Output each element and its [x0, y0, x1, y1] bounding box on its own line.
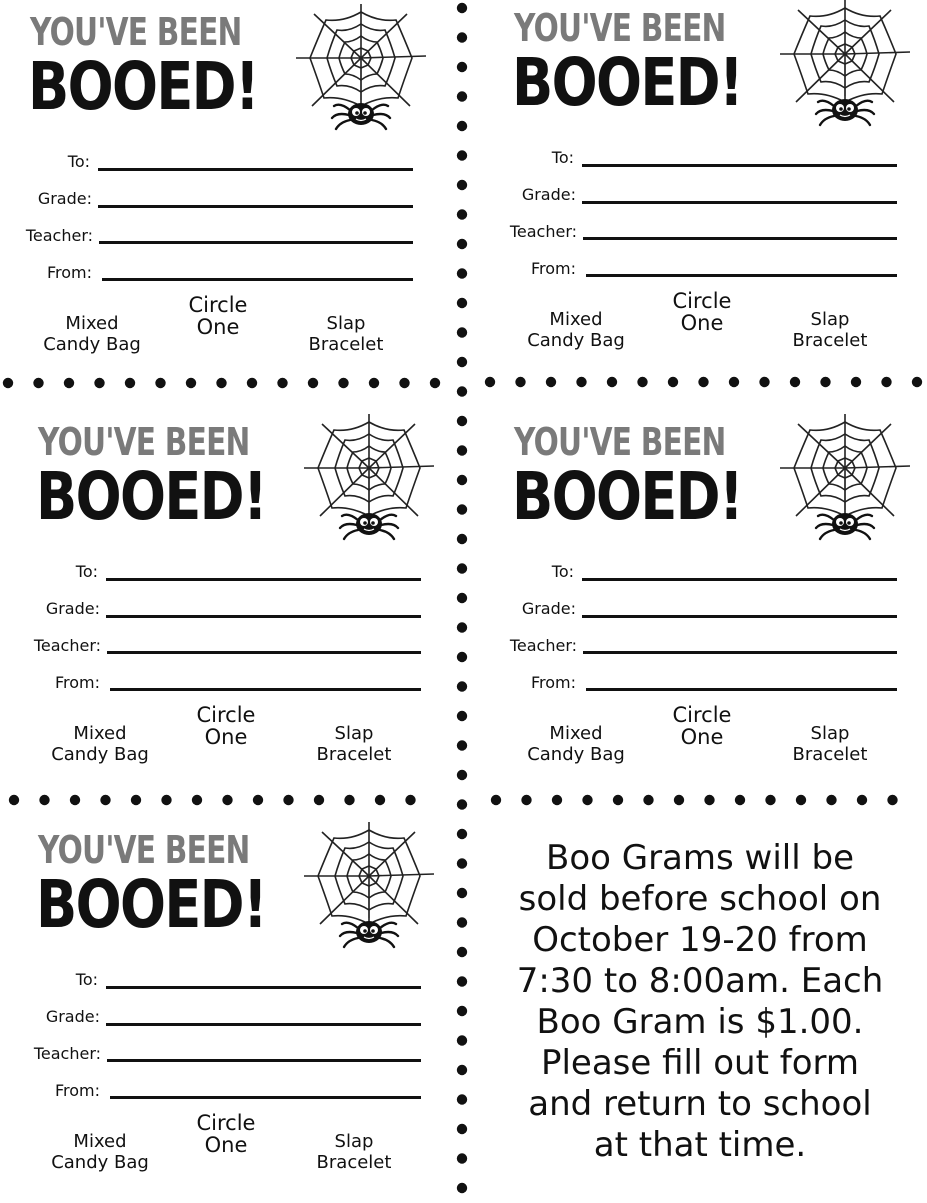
- cut-dot: [582, 795, 592, 805]
- cut-dot: [457, 32, 467, 42]
- cut-dot: [457, 1035, 467, 1045]
- cut-dot: [253, 795, 263, 805]
- label-teacher: Teacher:: [509, 636, 577, 655]
- title-youve-been: YOU'VE BEEN: [514, 6, 726, 50]
- cut-dot: [457, 416, 467, 426]
- cut-dot: [457, 268, 467, 278]
- circle-one-instruction: Circle One: [196, 1111, 256, 1157]
- circle-one-instruction: Circle One: [196, 703, 256, 749]
- title-youve-been: YOU'VE BEEN: [30, 10, 242, 54]
- boo-gram-card-3: [8, 410, 438, 795]
- cut-dot: [643, 795, 653, 805]
- cut-dot: [283, 795, 293, 805]
- cut-dot: [613, 795, 623, 805]
- cut-dot: [457, 593, 467, 603]
- grade-line[interactable]: [106, 615, 421, 618]
- cut-dot: [457, 917, 467, 927]
- title-booed: BOOED!: [512, 458, 743, 535]
- cut-dot: [457, 1124, 467, 1134]
- boo-gram-card-2: [484, 0, 914, 381]
- option-slap-bracelet[interactable]: [780, 723, 880, 765]
- label-to: To:: [551, 562, 574, 581]
- cut-dot: [457, 3, 467, 13]
- spider-web-icon: [776, 412, 914, 544]
- from-line[interactable]: [110, 1096, 421, 1099]
- option-left-line2: Candy Bag: [43, 334, 141, 355]
- note-line: 7:30 to 8:00am. Each: [516, 961, 884, 1001]
- cut-dot: [344, 795, 354, 805]
- spider-web-icon: [292, 2, 430, 134]
- label-grade: Grade:: [521, 185, 576, 204]
- cut-dot: [131, 795, 141, 805]
- spider-web-icon: [300, 412, 438, 544]
- label-from: From:: [54, 673, 100, 692]
- cut-dot: [457, 947, 467, 957]
- option-left-line1: Mixed: [65, 313, 119, 334]
- cut-dot: [491, 795, 501, 805]
- cut-dot: [457, 652, 467, 662]
- cut-dot: [457, 681, 467, 691]
- option-mixed-candy-bag[interactable]: [30, 313, 154, 355]
- cut-dot: [457, 1183, 467, 1193]
- note-line: sold before school on: [518, 879, 882, 919]
- option-slap-bracelet[interactable]: [780, 309, 880, 351]
- option-left-line1: Mixed: [73, 1131, 127, 1152]
- cut-dot: [826, 795, 836, 805]
- cut-dot: [457, 799, 467, 809]
- cut-dot: [405, 795, 415, 805]
- note-line: October 19-20 from: [532, 920, 868, 960]
- cut-dot: [457, 1065, 467, 1075]
- sale-info-note: [478, 838, 922, 1166]
- title-booed: BOOED!: [28, 48, 259, 125]
- option-slap-bracelet[interactable]: [304, 723, 404, 765]
- cut-dot: [161, 795, 171, 805]
- label-teacher: Teacher:: [33, 636, 101, 655]
- title-booed: BOOED!: [512, 44, 743, 121]
- option-right-line1: Slap: [326, 313, 366, 334]
- label-grade: Grade:: [45, 1007, 100, 1026]
- to-line[interactable]: [582, 578, 897, 581]
- cut-dot: [70, 795, 80, 805]
- label-grade: Grade:: [45, 599, 100, 618]
- cut-dot: [457, 298, 467, 308]
- cut-dot: [222, 795, 232, 805]
- label-grade: Grade:: [521, 599, 576, 618]
- cut-dot: [457, 711, 467, 721]
- cut-dot: [674, 795, 684, 805]
- to-line[interactable]: [106, 986, 421, 989]
- cut-dot: [735, 795, 745, 805]
- title-youve-been: YOU'VE BEEN: [38, 420, 250, 464]
- option-slap-bracelet[interactable]: [296, 313, 396, 355]
- cut-dot: [39, 795, 49, 805]
- grade-line[interactable]: [106, 1023, 421, 1026]
- cut-dot: [887, 795, 897, 805]
- option-left-line2: Candy Bag: [527, 330, 625, 351]
- option-right-line1: Slap: [334, 723, 374, 744]
- cut-dot: [375, 795, 385, 805]
- cut-dot: [457, 475, 467, 485]
- cut-dot: [314, 795, 324, 805]
- cut-dot: [552, 795, 562, 805]
- option-left-line1: Mixed: [73, 723, 127, 744]
- cut-dot: [457, 976, 467, 986]
- option-mixed-candy-bag[interactable]: [38, 1131, 162, 1173]
- option-left-line2: Candy Bag: [527, 744, 625, 765]
- cut-dot: [457, 622, 467, 632]
- option-right-line2: Bracelet: [792, 744, 868, 765]
- title-youve-been: YOU'VE BEEN: [514, 420, 726, 464]
- label-to: To:: [75, 562, 98, 581]
- grade-line[interactable]: [582, 615, 897, 618]
- cut-dot: [457, 209, 467, 219]
- label-to: To:: [551, 148, 574, 167]
- cut-dot: [765, 795, 775, 805]
- teacher-line[interactable]: [99, 241, 413, 244]
- option-right-line1: Slap: [810, 723, 850, 744]
- boo-gram-card-4: [484, 410, 914, 795]
- label-from: From:: [46, 263, 92, 282]
- boo-gram-card-1: [0, 0, 430, 385]
- to-line[interactable]: [98, 168, 413, 171]
- circle-one-instruction: Circle One: [672, 289, 732, 335]
- cut-dot: [457, 62, 467, 72]
- option-right-line1: Slap: [334, 1131, 374, 1152]
- label-grade: Grade:: [37, 189, 92, 208]
- note-line: at that time.: [593, 1125, 807, 1165]
- cut-dot: [457, 445, 467, 455]
- option-left-line1: Mixed: [549, 309, 603, 330]
- cut-dot: [704, 795, 714, 805]
- title-booed: BOOED!: [36, 866, 267, 943]
- cut-dot: [457, 327, 467, 337]
- option-right-line2: Bracelet: [308, 334, 384, 355]
- option-slap-bracelet[interactable]: [304, 1131, 404, 1173]
- boo-gram-card-5: [8, 818, 438, 1203]
- from-line[interactable]: [586, 688, 897, 691]
- title-booed: BOOED!: [36, 458, 267, 535]
- from-line[interactable]: [102, 278, 413, 281]
- option-right-line2: Bracelet: [316, 744, 392, 765]
- circle-one-instruction: Circle One: [188, 293, 248, 339]
- cut-dot: [796, 795, 806, 805]
- option-mixed-candy-bag[interactable]: [514, 309, 638, 351]
- cut-dot: [521, 795, 531, 805]
- grade-line[interactable]: [582, 201, 897, 204]
- note-line: and return to school: [528, 1084, 872, 1124]
- option-left-line2: Candy Bag: [51, 744, 149, 765]
- label-teacher: Teacher:: [509, 222, 577, 241]
- label-to: To:: [75, 970, 98, 989]
- cut-dot: [457, 563, 467, 573]
- cut-dot: [192, 795, 202, 805]
- label-teacher: Teacher:: [33, 1044, 101, 1063]
- note-line: Please fill out form: [540, 1043, 860, 1083]
- spider-web-icon: [300, 820, 438, 952]
- option-mixed-candy-bag[interactable]: [514, 723, 638, 765]
- option-left-line2: Candy Bag: [51, 1152, 149, 1173]
- note-line: Boo Grams will be: [546, 838, 854, 878]
- cut-dot: [457, 239, 467, 249]
- cut-dot: [457, 1153, 467, 1163]
- teacher-line[interactable]: [107, 651, 421, 654]
- label-teacher: Teacher:: [25, 226, 93, 245]
- teacher-line[interactable]: [107, 1059, 421, 1062]
- option-mixed-candy-bag[interactable]: [38, 723, 162, 765]
- label-to: To:: [67, 152, 90, 171]
- cut-dot: [457, 740, 467, 750]
- cut-dot: [457, 1094, 467, 1104]
- cut-dot: [457, 180, 467, 190]
- cut-dot: [457, 357, 467, 367]
- teacher-line[interactable]: [583, 237, 897, 240]
- from-line[interactable]: [586, 274, 897, 277]
- option-left-line1: Mixed: [549, 723, 603, 744]
- to-line[interactable]: [106, 578, 421, 581]
- cut-dot: [457, 91, 467, 101]
- label-from: From:: [530, 673, 576, 692]
- circle-one-instruction: Circle One: [672, 703, 732, 749]
- label-from: From:: [54, 1081, 100, 1100]
- teacher-line[interactable]: [583, 651, 897, 654]
- cut-dot: [457, 121, 467, 131]
- cut-dot: [457, 888, 467, 898]
- cut-dot: [100, 795, 110, 805]
- cut-dot: [857, 795, 867, 805]
- cut-dot: [430, 378, 440, 388]
- grade-line[interactable]: [98, 205, 413, 208]
- cut-dot: [457, 504, 467, 514]
- option-right-line1: Slap: [810, 309, 850, 330]
- cut-dot: [9, 795, 19, 805]
- label-from: From:: [530, 259, 576, 278]
- title-youve-been: YOU'VE BEEN: [38, 828, 250, 872]
- option-right-line2: Bracelet: [316, 1152, 392, 1173]
- option-right-line2: Bracelet: [792, 330, 868, 351]
- to-line[interactable]: [582, 164, 897, 167]
- cut-dot: [457, 858, 467, 868]
- cut-dot: [457, 534, 467, 544]
- cut-dot: [457, 829, 467, 839]
- from-line[interactable]: [110, 688, 421, 691]
- cut-dot: [457, 770, 467, 780]
- cut-dot: [457, 386, 467, 396]
- cut-dot: [457, 150, 467, 160]
- note-line: Boo Gram is $1.00.: [536, 1002, 864, 1042]
- spider-web-icon: [776, 0, 914, 130]
- cut-dot: [457, 1006, 467, 1016]
